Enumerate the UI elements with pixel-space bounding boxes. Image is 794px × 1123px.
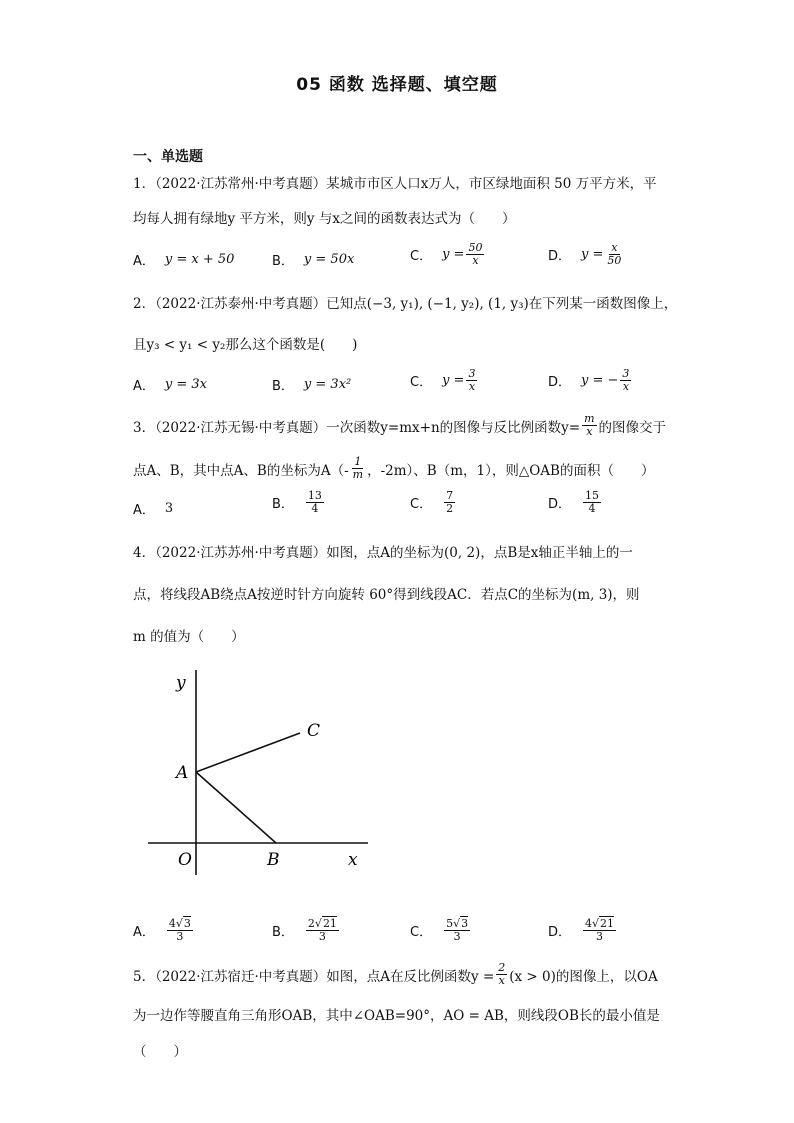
point-b-label: B xyxy=(267,850,280,870)
page-title: 05 函数 选择题、填空题 xyxy=(296,75,498,95)
q1-option-d[interactable] xyxy=(548,242,625,267)
fraction-denominator: 3 xyxy=(453,930,461,943)
radicand: 3 xyxy=(183,917,191,930)
q1-option-a[interactable] xyxy=(133,250,234,269)
q5-line-2: 为一边作等腰直角三角形OAB，其中∠OAB=90°，AO = AB，则线段OB长的最小值是 xyxy=(133,1008,660,1024)
q4-line-3: m 的值为（ ） xyxy=(133,629,245,645)
section-heading: 一、单选题 xyxy=(133,149,203,165)
option-fraction xyxy=(306,490,324,515)
option-fraction xyxy=(444,490,455,515)
q3-line-1-tail: 的图像交于 xyxy=(598,419,667,436)
fraction-numerator: 13 xyxy=(307,489,322,502)
radicand: 21 xyxy=(600,917,615,930)
option-fraction xyxy=(605,242,623,267)
q3-line-2-text: 点A、B，其中点A、B的坐标为A（- xyxy=(133,462,349,479)
option-lhs: y = xyxy=(442,373,465,388)
option-fraction xyxy=(167,918,193,943)
option-label: C． xyxy=(410,925,433,940)
option-label: B． xyxy=(272,254,294,269)
coefficient: 5 xyxy=(446,917,454,930)
point-a-label: A xyxy=(176,763,189,783)
option-fraction xyxy=(620,368,631,393)
q4-option-a[interactable] xyxy=(133,918,195,943)
fraction-numerator: 7 xyxy=(446,489,454,502)
segment-ab xyxy=(196,772,276,843)
option-label: D． xyxy=(548,375,572,390)
fraction-denominator: 50 xyxy=(607,254,622,267)
option-fraction xyxy=(444,918,470,943)
fraction-denominator: 3 xyxy=(596,930,604,943)
q4-option-d[interactable] xyxy=(548,918,618,943)
q5-line-1-text: 5．（2022·江苏宿迁·中考真题）如图，点A在反比例函数y = xyxy=(133,968,495,985)
q2-option-a[interactable] xyxy=(133,375,207,394)
q5-fraction-2-over-x xyxy=(496,962,507,987)
fraction-numerator: 2 xyxy=(498,961,506,974)
radicand: 3 xyxy=(461,917,469,930)
x-axis-label: x xyxy=(348,850,358,870)
q2-line-2: 且y₃ < y₁ < y₂那么这个函数是( ) xyxy=(133,337,358,353)
fraction-numerator: m xyxy=(584,412,595,425)
fraction-denominator: 2 xyxy=(446,502,454,515)
fraction-denominator: 4 xyxy=(311,502,319,515)
q4-option-b[interactable] xyxy=(272,918,341,943)
coefficient: 2 xyxy=(307,917,315,930)
radical-sign: √ xyxy=(592,917,600,930)
q1-line-1: 1．（2022·江苏常州·中考真题）某城市市区人口x万人，市区绿地面积 50 万平方米，平 xyxy=(133,176,657,192)
q3-option-a[interactable] xyxy=(133,499,173,518)
option-expression: y = x + 50 xyxy=(164,252,235,267)
q5-line-3: （ ） xyxy=(133,1044,187,1060)
option-fraction xyxy=(583,490,601,515)
q3-option-b[interactable] xyxy=(272,490,326,515)
option-fraction xyxy=(306,918,339,943)
option-label: A． xyxy=(133,254,155,269)
segment-ac xyxy=(196,733,300,772)
fraction-denominator: x xyxy=(468,380,476,393)
q3-line-2-tail: ，-2m）、B（m，1），则△OAB的面积（ ） xyxy=(367,462,655,479)
option-label: C． xyxy=(410,375,433,390)
fraction-denominator: x xyxy=(586,425,593,438)
q3-line-1 xyxy=(133,413,666,438)
option-label: B． xyxy=(272,925,294,940)
fraction-denominator: x xyxy=(622,380,630,393)
radicand: 21 xyxy=(322,917,337,930)
q4-line-2: 点，将线段AB绕点A按逆时针方向旋转 60°得到线段AC．若点C的坐标为(m, 3)，则 xyxy=(133,587,640,603)
q1-option-b[interactable] xyxy=(272,250,354,269)
q3-option-c[interactable] xyxy=(410,490,457,515)
q3-option-d[interactable] xyxy=(548,490,603,515)
y-axis-label: y xyxy=(176,673,186,693)
q2-option-b[interactable] xyxy=(272,375,351,394)
q3-fraction-m-over-x xyxy=(582,413,596,438)
fraction-denominator: x xyxy=(472,254,479,267)
fraction-numerator: 15 xyxy=(585,489,600,502)
q3-line-1-text: 3．（2022·江苏无锡·中考真题）一次函数y=mx+n的图像与反比例函数y= xyxy=(133,419,581,436)
option-label: C． xyxy=(410,497,433,512)
option-label: B． xyxy=(272,379,294,394)
option-expression: y = 3x² xyxy=(303,377,352,392)
q1-line-2: 均每人拥有绿地y 平方米，则y 与x之间的函数表达式为（ ） xyxy=(133,211,516,227)
q2-option-c[interactable] xyxy=(410,368,479,393)
option-expression: 3 xyxy=(164,501,174,516)
option-label: A． xyxy=(133,379,155,394)
q2-option-d[interactable] xyxy=(548,368,633,393)
fraction-denominator: 3 xyxy=(176,930,184,943)
q4-option-c[interactable] xyxy=(410,918,472,943)
radical-sign: √ xyxy=(453,917,461,930)
coefficient: 4 xyxy=(168,917,176,930)
q1-option-c[interactable] xyxy=(410,242,486,267)
option-label: B． xyxy=(272,497,294,512)
fraction-numerator: x xyxy=(611,241,618,254)
q4-figure xyxy=(140,660,380,880)
fraction-denominator: x xyxy=(498,974,505,987)
option-fraction xyxy=(466,368,477,393)
option-lhs: y = − xyxy=(581,373,619,388)
radical-sign: √ xyxy=(314,917,322,930)
option-label: A． xyxy=(133,503,155,518)
origin-label: O xyxy=(178,850,192,870)
option-lhs: y = xyxy=(442,247,465,262)
fraction-denominator: m xyxy=(352,468,364,481)
point-c-label: C xyxy=(307,721,321,741)
option-label: D． xyxy=(548,925,572,940)
fraction-numerator: 3 xyxy=(622,367,630,380)
fraction-numerator: 50 xyxy=(468,241,483,254)
q3-fraction-1-over-m xyxy=(351,456,365,481)
fraction-denominator: 3 xyxy=(318,930,326,943)
option-lhs: y = xyxy=(581,247,604,262)
q2-line-1: 2．（2022·江苏泰州·中考真题）已知点(−3, y₁), (−1, y₂), (1, y₃)在下列某一函数图像上， xyxy=(133,296,678,312)
q5-line-1-tail: (x > 0)的图像上，以OA xyxy=(509,968,658,985)
q5-line-1 xyxy=(133,962,658,987)
option-label: C． xyxy=(410,249,433,264)
coefficient: 4 xyxy=(585,917,593,930)
q4-line-1: 4．（2022·江苏苏州·中考真题）如图，点A的坐标为(0, 2)，点B是x轴正半轴上的一 xyxy=(133,545,633,561)
option-fraction xyxy=(466,242,484,267)
radical-sign: √ xyxy=(175,917,183,930)
option-expression: y = 50x xyxy=(303,252,355,267)
option-label: A． xyxy=(133,925,155,940)
fraction-denominator: 4 xyxy=(588,502,596,515)
fraction-numerator: 1 xyxy=(354,455,362,468)
option-label: D． xyxy=(548,249,572,264)
fraction-numerator: 3 xyxy=(468,367,476,380)
option-expression: y = 3x xyxy=(164,377,208,392)
q3-line-2 xyxy=(133,456,654,481)
option-label: D． xyxy=(548,497,572,512)
option-fraction xyxy=(583,918,616,943)
